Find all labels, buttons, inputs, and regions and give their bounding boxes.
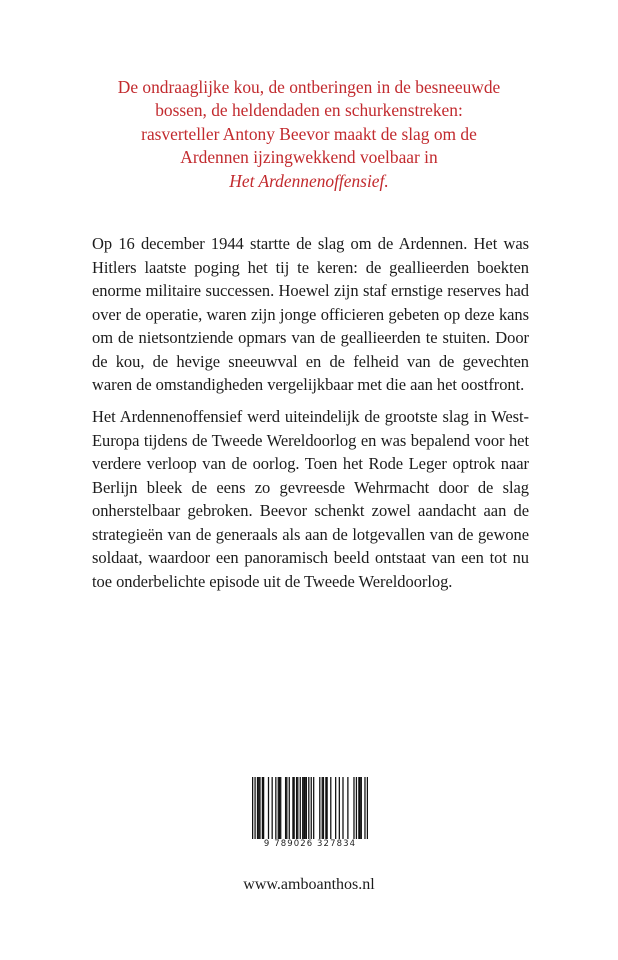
barcode-bar: [257, 777, 258, 839]
blurb-line: bossen, de heldendaden en schurkenstreken:: [155, 100, 463, 121]
blurb-line: De ondraaglijke kou, de ontberingen in de besneeuwde: [117, 77, 501, 97]
barcode-bar: [252, 777, 253, 839]
barcode-bar: [280, 777, 281, 839]
barcode: [252, 777, 368, 839]
barcode-bar: [292, 777, 293, 839]
barcode-bar: [286, 777, 287, 839]
barcode-bar: [356, 777, 357, 839]
barcode-bar: [268, 777, 269, 839]
blurb-line: rasverteller Antony Beevor maakt de slag om de: [141, 123, 477, 144]
barcode-bar: [275, 777, 276, 839]
blurb-book-title: Het Ardennenoffensief.: [229, 170, 389, 191]
blurb-line: Ardennen ijzingwekkend voelbaar in: [180, 147, 438, 168]
barcode-bar: [297, 777, 298, 839]
barcode-bar: [323, 777, 324, 839]
barcode-bar: [259, 777, 260, 839]
barcode-bar: [347, 777, 348, 839]
barcode-bar: [367, 777, 368, 839]
barcode-bar: [358, 777, 359, 839]
website-url: www.amboanthos.nl: [243, 876, 375, 893]
barcode-bar: [258, 777, 259, 839]
barcode-bar: [278, 777, 279, 839]
barcode-bar: [306, 777, 307, 839]
barcode-bar: [313, 777, 314, 839]
barcode-bar: [289, 777, 290, 839]
barcode-bar: [319, 777, 320, 839]
barcode-bar: [322, 777, 323, 839]
barcode-bar: [353, 777, 354, 839]
barcode-number: 9 789026 327834: [263, 839, 357, 849]
barcode-bar: [364, 777, 365, 839]
barcode-bar: [302, 777, 303, 839]
barcode-bars: [252, 777, 368, 839]
barcode-bar: [308, 777, 309, 839]
barcode-bar: [272, 777, 273, 839]
barcode-bar: [361, 777, 362, 839]
barcode-bar: [305, 777, 306, 839]
body-paragraph-1: Op 16 december 1944 startte de slag om de Ardennen. Het was Hitlers laatste poging het tij te keren: de geallieerden boekten enorme militaire successen. Hoewel zijn staf ernstige reserves had over de operatie, waren zijn jonge officieren gebeten op deze kans om de nietsontziende opmars van de geallieerden te stuiten. Door de kou, de hevige sneeuwval en de felheid van de gevechten waren de omstandigheden vergelijkbaar met die aan het oostfront.: [92, 234, 529, 394]
barcode-bar: [279, 777, 280, 839]
barcode-bar: [326, 777, 327, 839]
body-paragraph-2: Het Ardennenoffensief werd uiteindelijk de grootste slag in West-Europa tijdens de Tweede Wereldoorlog en was bepalend voor het verdere verloop van de oorlog. Toen het Rode Leger optrok naar Berlijn bleek de eens zo gevreesde Wehrmacht door de slag onherstelbaar gebroken. Beevor schenkt zowel aandacht aan de strategieën van de generaals als aan de lotgevallen van de gewone soldaat, waardoor een panoramisch beeld ontstaat van een tot nu toe onderbelichte episode uit de Tweede Wereldoorlog.: [92, 407, 529, 591]
barcode-bar: [300, 777, 301, 839]
barcode-bar: [339, 777, 340, 839]
barcode-bar: [325, 777, 326, 839]
barcode-bar: [254, 777, 255, 839]
blurb: [84, 76, 534, 193]
barcode-bar: [296, 777, 297, 839]
barcode-bar: [263, 777, 264, 839]
barcode-bar: [285, 777, 286, 839]
barcode-bar: [262, 777, 263, 839]
barcode-bar: [335, 777, 336, 839]
barcode-bar: [311, 777, 312, 839]
barcode-bar: [294, 777, 295, 839]
barcode-bar: [330, 777, 331, 839]
barcode-bar: [303, 777, 304, 839]
barcode-bar: [342, 777, 343, 839]
barcode-bar: [359, 777, 360, 839]
